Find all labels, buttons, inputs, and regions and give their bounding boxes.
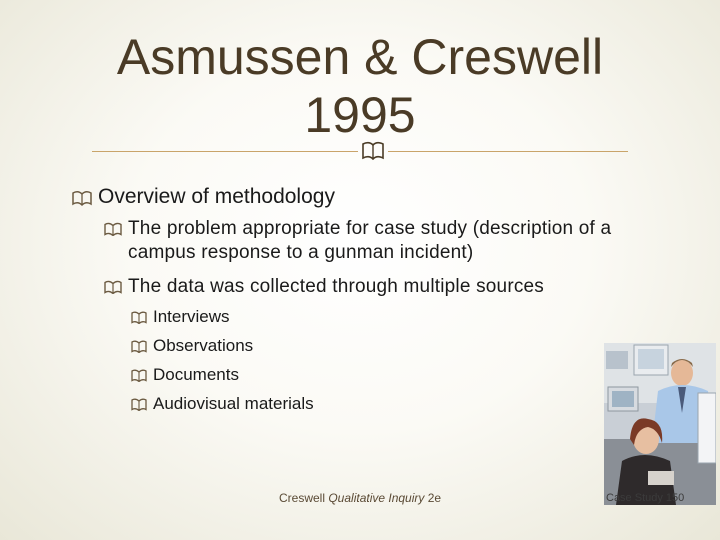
footer-book-title: Qualitative Inquiry (328, 491, 425, 505)
bullet-book-icon (131, 340, 147, 353)
bullet-problem-text: The problem appropriate for case study (description of a campus response to a gunman incident) (128, 218, 612, 263)
bullet-data-collection (104, 275, 664, 299)
bullet-data-collection-text: The data was collected through multiple sources (128, 276, 545, 297)
footer-author: Creswell (279, 491, 329, 505)
bullet-observations-text: Observations (153, 336, 254, 355)
slide-footer (279, 491, 441, 505)
bullet-book-icon (104, 222, 122, 236)
bullet-book-icon (131, 398, 147, 411)
title-rule-left (92, 151, 358, 152)
bullet-audiovisual (131, 393, 314, 415)
bullet-observations (131, 335, 253, 357)
photo-caption: Case Study 150 (606, 492, 685, 504)
bullet-interviews (131, 306, 230, 328)
bullet-documents-text: Documents (153, 365, 239, 384)
bullet-book-icon (131, 369, 147, 382)
bullet-book-icon (131, 311, 147, 324)
title-line-2: 1995 (304, 87, 416, 143)
bullet-overview-text: Overview of methodology (98, 185, 335, 208)
title-line-1: Asmussen & Creswell (116, 29, 604, 85)
book-icon (360, 138, 386, 164)
bullet-documents (131, 364, 239, 386)
bullet-book-icon (72, 190, 92, 206)
title-rule-right (388, 151, 628, 152)
bullet-problem (104, 217, 664, 265)
office-photo (604, 343, 716, 505)
footer-edition: 2e (424, 491, 442, 505)
bullet-interviews-text: Interviews (153, 307, 230, 326)
slide-title (60, 28, 660, 144)
bullet-audiovisual-text: Audiovisual materials (153, 394, 314, 413)
bullet-book-icon (104, 280, 122, 294)
bullet-overview (72, 184, 335, 210)
